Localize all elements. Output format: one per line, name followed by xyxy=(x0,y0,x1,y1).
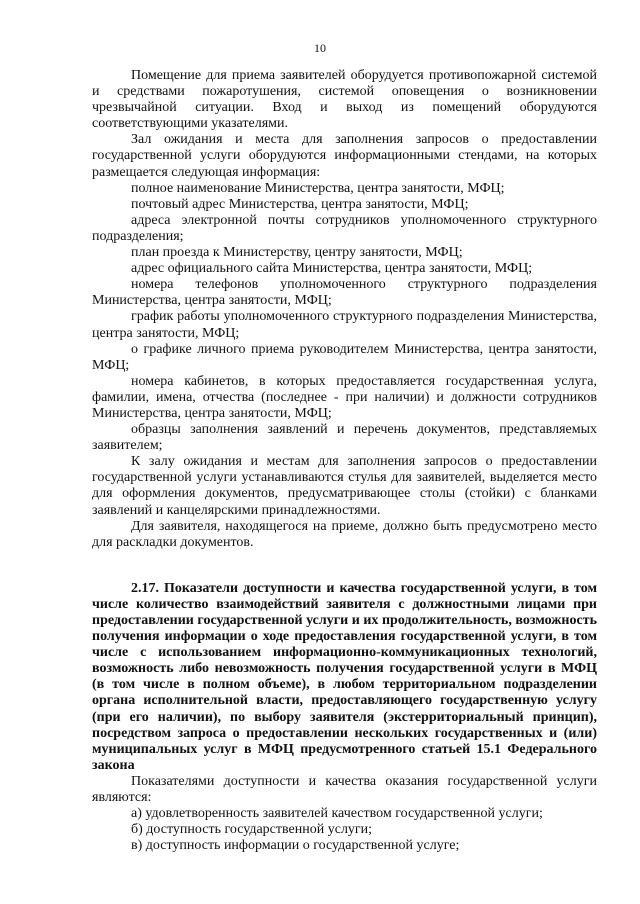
list-item-reception-schedule: о графике личного приема руководителем Министерства, центра занятости, МФЦ; xyxy=(92,341,597,373)
list-item-schedule: график работы уполномоченного структурного подразделения Министерства, центра занятости, МФЦ; xyxy=(92,309,597,341)
indicator-item: б) доступность государственной услуги; xyxy=(131,822,373,838)
list-item-email: адреса электронной почты сотрудников уполномоченного структурного подразделения; xyxy=(92,212,597,244)
page-number: 10 xyxy=(314,41,326,55)
indicator-item: а) удовлетворенность заявителей качеством государственной услуги; xyxy=(131,806,543,822)
list-item-phones: номера телефонов уполномоченного структурного подразделения Министерства, центра занятости, МФЦ; xyxy=(92,277,597,309)
page-content xyxy=(92,68,597,854)
list-item-full-name: полное наименование Министерства, центра занятости, МФЦ; xyxy=(131,180,505,196)
paragraph-indicators-intro: Показателями доступности и качества оказания государственной услуги являются: xyxy=(92,773,597,806)
section-heading: 2.17. Показатели доступности и качества государственной услуги, в том числе количество взаимодействий заявителя с должностными лицами при предоставлении государственной услуги и их продолжительность, возможность получения информации о ходе предоставления государственной услуги, в том числе с использованием информационно-коммуникационных технологий, возможность либо невозможность получения государственной услуги в МФЦ (в том числе в полном объеме), в любом территориальном подразделении органа исполнительной власти, предоставляющего государственную услугу (при его наличии), по выбору заявителя (экстерриториальный принцип), посредством запроса о предоставлении нескольких государственных и (или) муниципальных услуг в МФЦ предусмотренного статьей 15.1 Федерального закона xyxy=(92,580,597,773)
list-item-office-numbers: номера кабинетов, в которых предоставляется государственная услуга, фамилии, имена, отчества (последнее - при наличии) и должности сотрудников Министерства, центра занятости, МФЦ; xyxy=(92,373,597,421)
list-item-travel-plan: план проезда к Министерству, центру занятости, МФЦ; xyxy=(131,245,463,261)
paragraph-document-space: Для заявителя, находящегося на приеме, должно быть предусмотрено место для раскладки документов. xyxy=(92,518,597,550)
paragraph-fire-safety: Помещение для приема заявителей оборудуется противопожарной системой и средствами пожаротушения, системой оповещения о возникновении чрезвычайной ситуации. Вход и выход из помещений оборудуются соответствующими указателями. xyxy=(92,68,597,132)
list-item-samples: образцы заполнения заявлений и перечень документов, представляемых заявителем; xyxy=(92,422,597,454)
list-item-postal-address: почтовый адрес Министерства, центра занятости, МФЦ; xyxy=(131,196,469,212)
list-item-website: адрес официального сайта Министерства, центра занятости, МФЦ; xyxy=(131,261,533,277)
paragraph-waiting-area: К залу ожидания и местам для заполнения запросов о предоставлении государственной услуги устанавливаются стулья для заявителей, выделяется место для оформления документов, предусматривающее столы (стойки) с бланками заявлений и канцелярскими принадлежностями. xyxy=(92,454,597,518)
paragraph-info-stands: Зал ожидания и места для заполнения запросов о предоставлении государственной услуги оборудуются информационными стендами, на которых размещается следующая информация: xyxy=(92,132,597,180)
indicator-item: в) доступность информации о государственной услуге; xyxy=(131,838,460,854)
